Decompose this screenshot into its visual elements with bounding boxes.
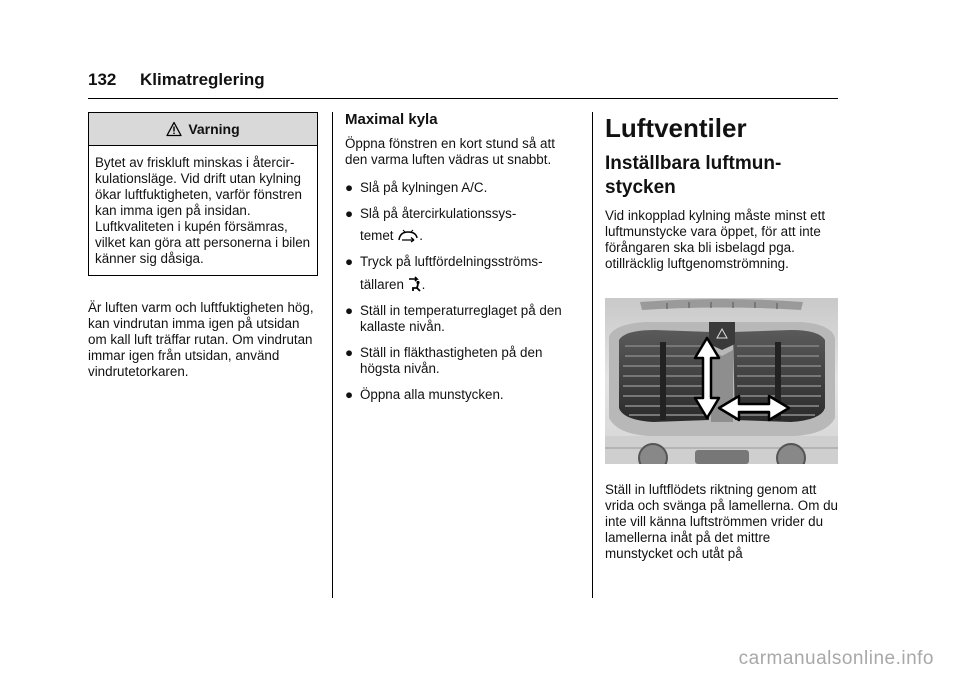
page-number: 132 [88,70,117,89]
list-item-text: Slå på återcirkulationssys- [360,206,517,221]
subsection-title: Inställbara luftmun-stycken [605,153,782,198]
page-header [88,70,838,100]
list-item-text: Ställ in fläkthastigheten på den högsta nivån. [360,345,543,376]
list-item-text: temet [360,228,394,243]
body-paragraph: Är luften varm och luftfuktigheten hög, kan vindrutan imma igen på utsidan om kall luft träffar rutan. Om vindrutan immar igen från utsidan, använd vindrutetorkaren. [88,300,314,379]
warning-triangle-icon [166,121,182,137]
bullet-dot: ● [345,387,354,402]
section-heading: Maximal kyla [345,111,438,128]
column-3 [605,112,841,562]
list-item-suffix: . [419,228,423,243]
column-1 [88,112,320,380]
warning-text: Bytet av friskluft minskas i återcir-kulationsläge. Vid drift utan kylning ökar luftfuktigheten, varför fönstren kan imma igen på insidan. Luftkvaliteten i kupén försämras, vilket kan göra att personerna i bilen känner sig dåsiga. [95,155,311,266]
warning-title: Varning [188,121,240,137]
list-item [345,206,580,244]
list-item-text: Öppna alla munstycken. [360,387,504,402]
recirculation-icon [397,229,419,243]
bullet-dot: ● [345,254,354,269]
list-item [345,387,580,403]
air-distribution-icon [408,276,422,292]
body-paragraph: Ställ in luftflödets riktning genom att vrida och svänga på lamellerna. Om du inte vill känna luftströmmen vrider du lamellerna inåt på det mittre munstycket och utåt på [605,482,838,561]
list-item-text: Ställ in temperaturreglaget på den kallaste nivån. [360,303,562,334]
list-item [345,345,580,377]
bullet-dot: ● [345,345,354,360]
chapter-title: Klimatreglering [140,70,265,89]
column-2 [345,112,580,413]
list-item [345,303,580,335]
intro-paragraph: Vid inkopplad kylning måste minst ett luftmunstycke vara öppet, för att inte förångaren ska bli isbelagd pga. otillräcklig luftgenomströmning. [605,208,826,271]
list-item-suffix: . [421,277,426,292]
list-item-text: Tryck på luftfördelningsströms- [360,254,543,269]
header-rule [88,98,838,99]
list-item-text: tällaren [360,277,404,292]
column-divider-1 [332,112,333,598]
list-item-text: Slå på kylningen A/C. [360,180,488,195]
warning-header [89,113,317,146]
bullet-dot: ● [345,303,354,318]
section-title: Luftventiler [605,113,747,143]
list-item [345,254,580,293]
column-divider-2 [592,112,593,598]
bullet-dot: ● [345,180,354,195]
warning-box [88,112,318,276]
bullet-dot: ● [345,206,354,221]
watermark: carmanualsonline.info [738,648,934,669]
list-item [345,180,580,196]
intro-paragraph: Öppna fönstren en kort stund så att den varma luften vädras ut snabbt. [345,136,555,167]
air-vent-photo [605,298,838,464]
instruction-list [345,180,580,403]
